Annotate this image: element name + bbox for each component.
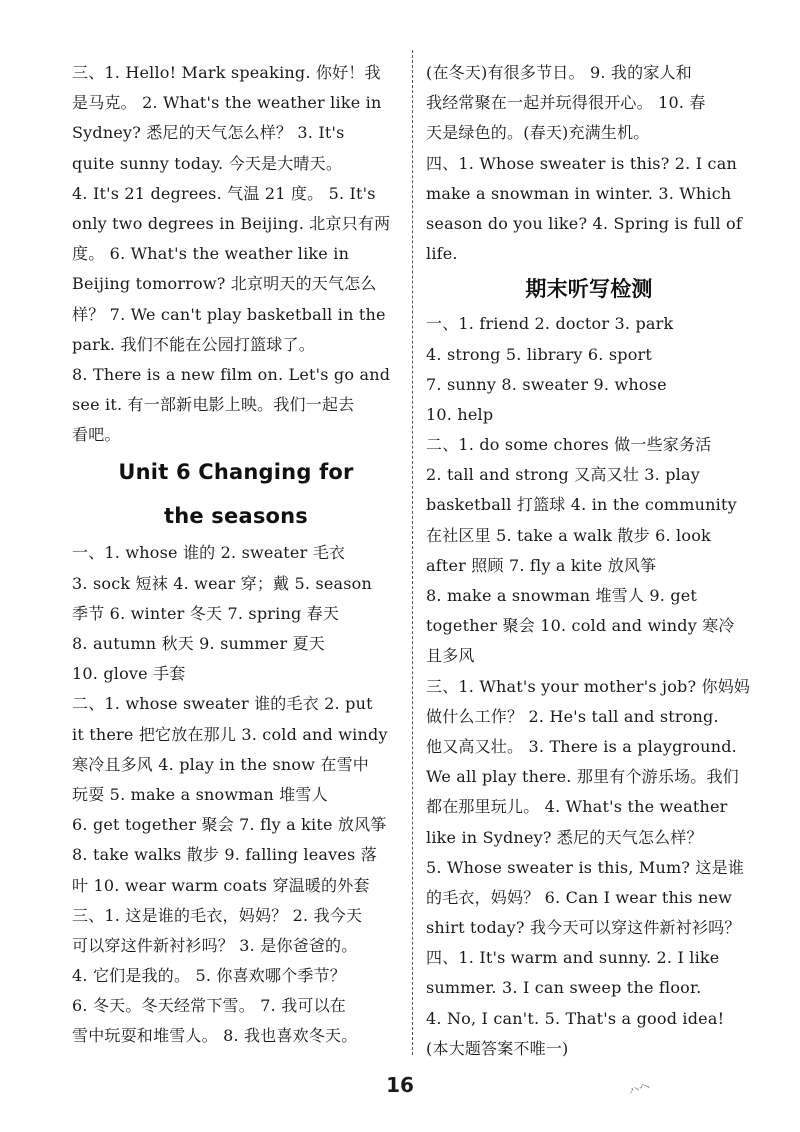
answer-line: 三、1. 这是谁的毛衣，妈妈？ 2. 我今天 (72, 905, 363, 925)
answer-line: see it. 有一部新电影上映。我们一起去 (72, 395, 355, 415)
left-column (72, 58, 400, 1052)
answer-line: after 照顾 7. fly a kite 放风筝 (426, 555, 657, 575)
answer-line: 他又高又壮。 3. There is a playground. (426, 736, 737, 756)
answer-line: 一、1. friend 2. doctor 3. park (426, 314, 674, 334)
section-heading: 期末听写检测 (525, 277, 653, 302)
answer-line: 四、1. It's warm and sunny. 2. I like (426, 948, 720, 968)
answer-line: 都在那里玩儿。 4. What's the weather (426, 797, 728, 817)
left-answers-bottom (72, 538, 400, 1051)
answer-line: 且多风 (426, 646, 475, 666)
right-column (426, 58, 752, 1064)
answer-line: basketball 打篮球 4. in the community (426, 495, 737, 515)
answer-line: 8. autumn 秋天 9. summer 夏天 (72, 634, 325, 653)
answer-line: 5. Whose sweater is this, Mum? 这是谁 (426, 857, 745, 877)
answer-line: 6. get together 聚会 7. fly a kite 放风筝 (72, 815, 387, 835)
answer-line: 样？ 7. We can't play basketball in the (72, 304, 386, 324)
answer-line: 寒冷且多风 4. play in the snow 在雪中 (72, 754, 369, 774)
answer-line: 我经常聚在一起并玩得很开心。 10. 春 (426, 93, 706, 113)
answer-line: Beijing tomorrow? 北京明天的天气怎么 (72, 274, 377, 294)
answer-line: 8. take walks 散步 9. falling leaves 落 (72, 845, 377, 865)
answer-line: like in Sydney? 悉尼的天气怎么样？ (426, 827, 703, 847)
answer-line: 三、1. Hello! Mark speaking. 你好！我 (72, 63, 381, 82)
left-answers-top (72, 58, 400, 450)
answer-line: 一、1. whose 谁的 2. sweater 毛衣 (72, 543, 346, 563)
handwritten-mark: ハヘ (626, 1078, 652, 1099)
answer-line: summer. 3. I can sweep the floor. (426, 978, 702, 998)
answer-line: quite sunny today. 今天是大晴天。 (72, 153, 343, 173)
answer-line: 4. 它们是我的。 5. 你喜欢哪个季节？ (72, 966, 346, 986)
answer-line: 可以穿这件新衬衫吗？ 3. 是你爸爸的。 (72, 935, 358, 955)
answer-line: park. 我们不能在公园打篮球了。 (72, 334, 315, 354)
answer-line: 雪中玩耍和堆雪人。 8. 我也喜欢冬天。 (72, 1026, 358, 1046)
answer-line: 8. There is a new film on. Let's go and (72, 364, 391, 384)
answer-line: 7. sunny 8. sweater 9. whose (426, 374, 667, 394)
answer-line: 是马克。 2. What's the weather like in (72, 93, 382, 113)
answer-line: 二、1. whose sweater 谁的毛衣 2. put (72, 694, 373, 714)
answer-line: 做什么工作？ 2. He's tall and strong. (426, 706, 719, 726)
answer-line: 叶 10. wear warm coats 穿温暖的外套 (72, 875, 370, 895)
answer-line: 4. It's 21 degrees. 气温 21 度。 5. It's (72, 183, 376, 203)
answer-line: it there 把它放在那儿 3. cold and windy (72, 724, 388, 744)
right-answers-top (426, 58, 752, 269)
answer-line: 的毛衣，妈妈？ 6. Can I wear this new (426, 887, 733, 907)
answer-line: (在冬天)有很多节日。 9. 我的家人和 (426, 63, 692, 82)
answer-line: only two degrees in Beijing. 北京只有两 (72, 213, 391, 233)
answer-line: (本大题答案不唯一) (426, 1038, 569, 1058)
answer-line: season do you like? 4. Spring is full of (426, 213, 743, 233)
answer-line: 10. glove 手套 (72, 664, 186, 684)
column-divider (412, 50, 413, 1055)
answer-line: make a snowman in winter. 3. Which (426, 183, 732, 203)
unit-heading-line1: Unit 6 Changing for (118, 460, 354, 485)
answer-line: 四、1. Whose sweater is this? 2. I can (426, 153, 737, 173)
answer-line: 2. tall and strong 又高又壮 3. play (426, 465, 700, 485)
page-number: 16 (386, 1073, 414, 1097)
answer-line: 6. 冬天。冬天经常下雪。 7. 我可以在 (72, 996, 346, 1016)
answer-line: 看吧。 (72, 425, 121, 445)
right-answers-bottom (426, 309, 752, 1064)
answer-line: together 聚会 10. cold and windy 寒冷 (426, 616, 735, 636)
answer-line: 二、1. do some chores 做一些家务活 (426, 435, 712, 455)
answer-line: 3. sock 短袜 4. wear 穿；戴 5. season (72, 573, 373, 593)
answer-line: 度。 6. What's the weather like in (72, 244, 350, 264)
answer-line: 10. help (426, 404, 494, 424)
answer-line: life. (426, 244, 458, 264)
answer-line: 玩耍 5. make a snowman 堆雪人 (72, 784, 328, 804)
answer-line: 8. make a snowman 堆雪人 9. get (426, 586, 698, 605)
answer-line: Sydney? 悉尼的天气怎么样？ 3. It's (72, 123, 345, 143)
answer-line: 4. No, I can't. 5. That's a good idea! (426, 1008, 725, 1028)
unit-heading-line2: the seasons (163, 504, 309, 529)
answer-line: 季节 6. winter 冬天 7. spring 春天 (72, 603, 340, 623)
answer-line: 在社区里 5. take a walk 散步 6. look (426, 525, 711, 545)
answer-line: shirt today? 我今天可以穿这件新衬衫吗？ (426, 918, 741, 938)
answer-line: 天是绿色的。(春天)充满生机。 (426, 123, 650, 143)
answer-line: We all play there. 那里有个游乐场。我们 (426, 767, 739, 787)
answer-line: 4. strong 5. library 6. sport (426, 344, 653, 364)
answer-line: 三、1. What's your mother's job? 你妈妈 (426, 676, 751, 696)
